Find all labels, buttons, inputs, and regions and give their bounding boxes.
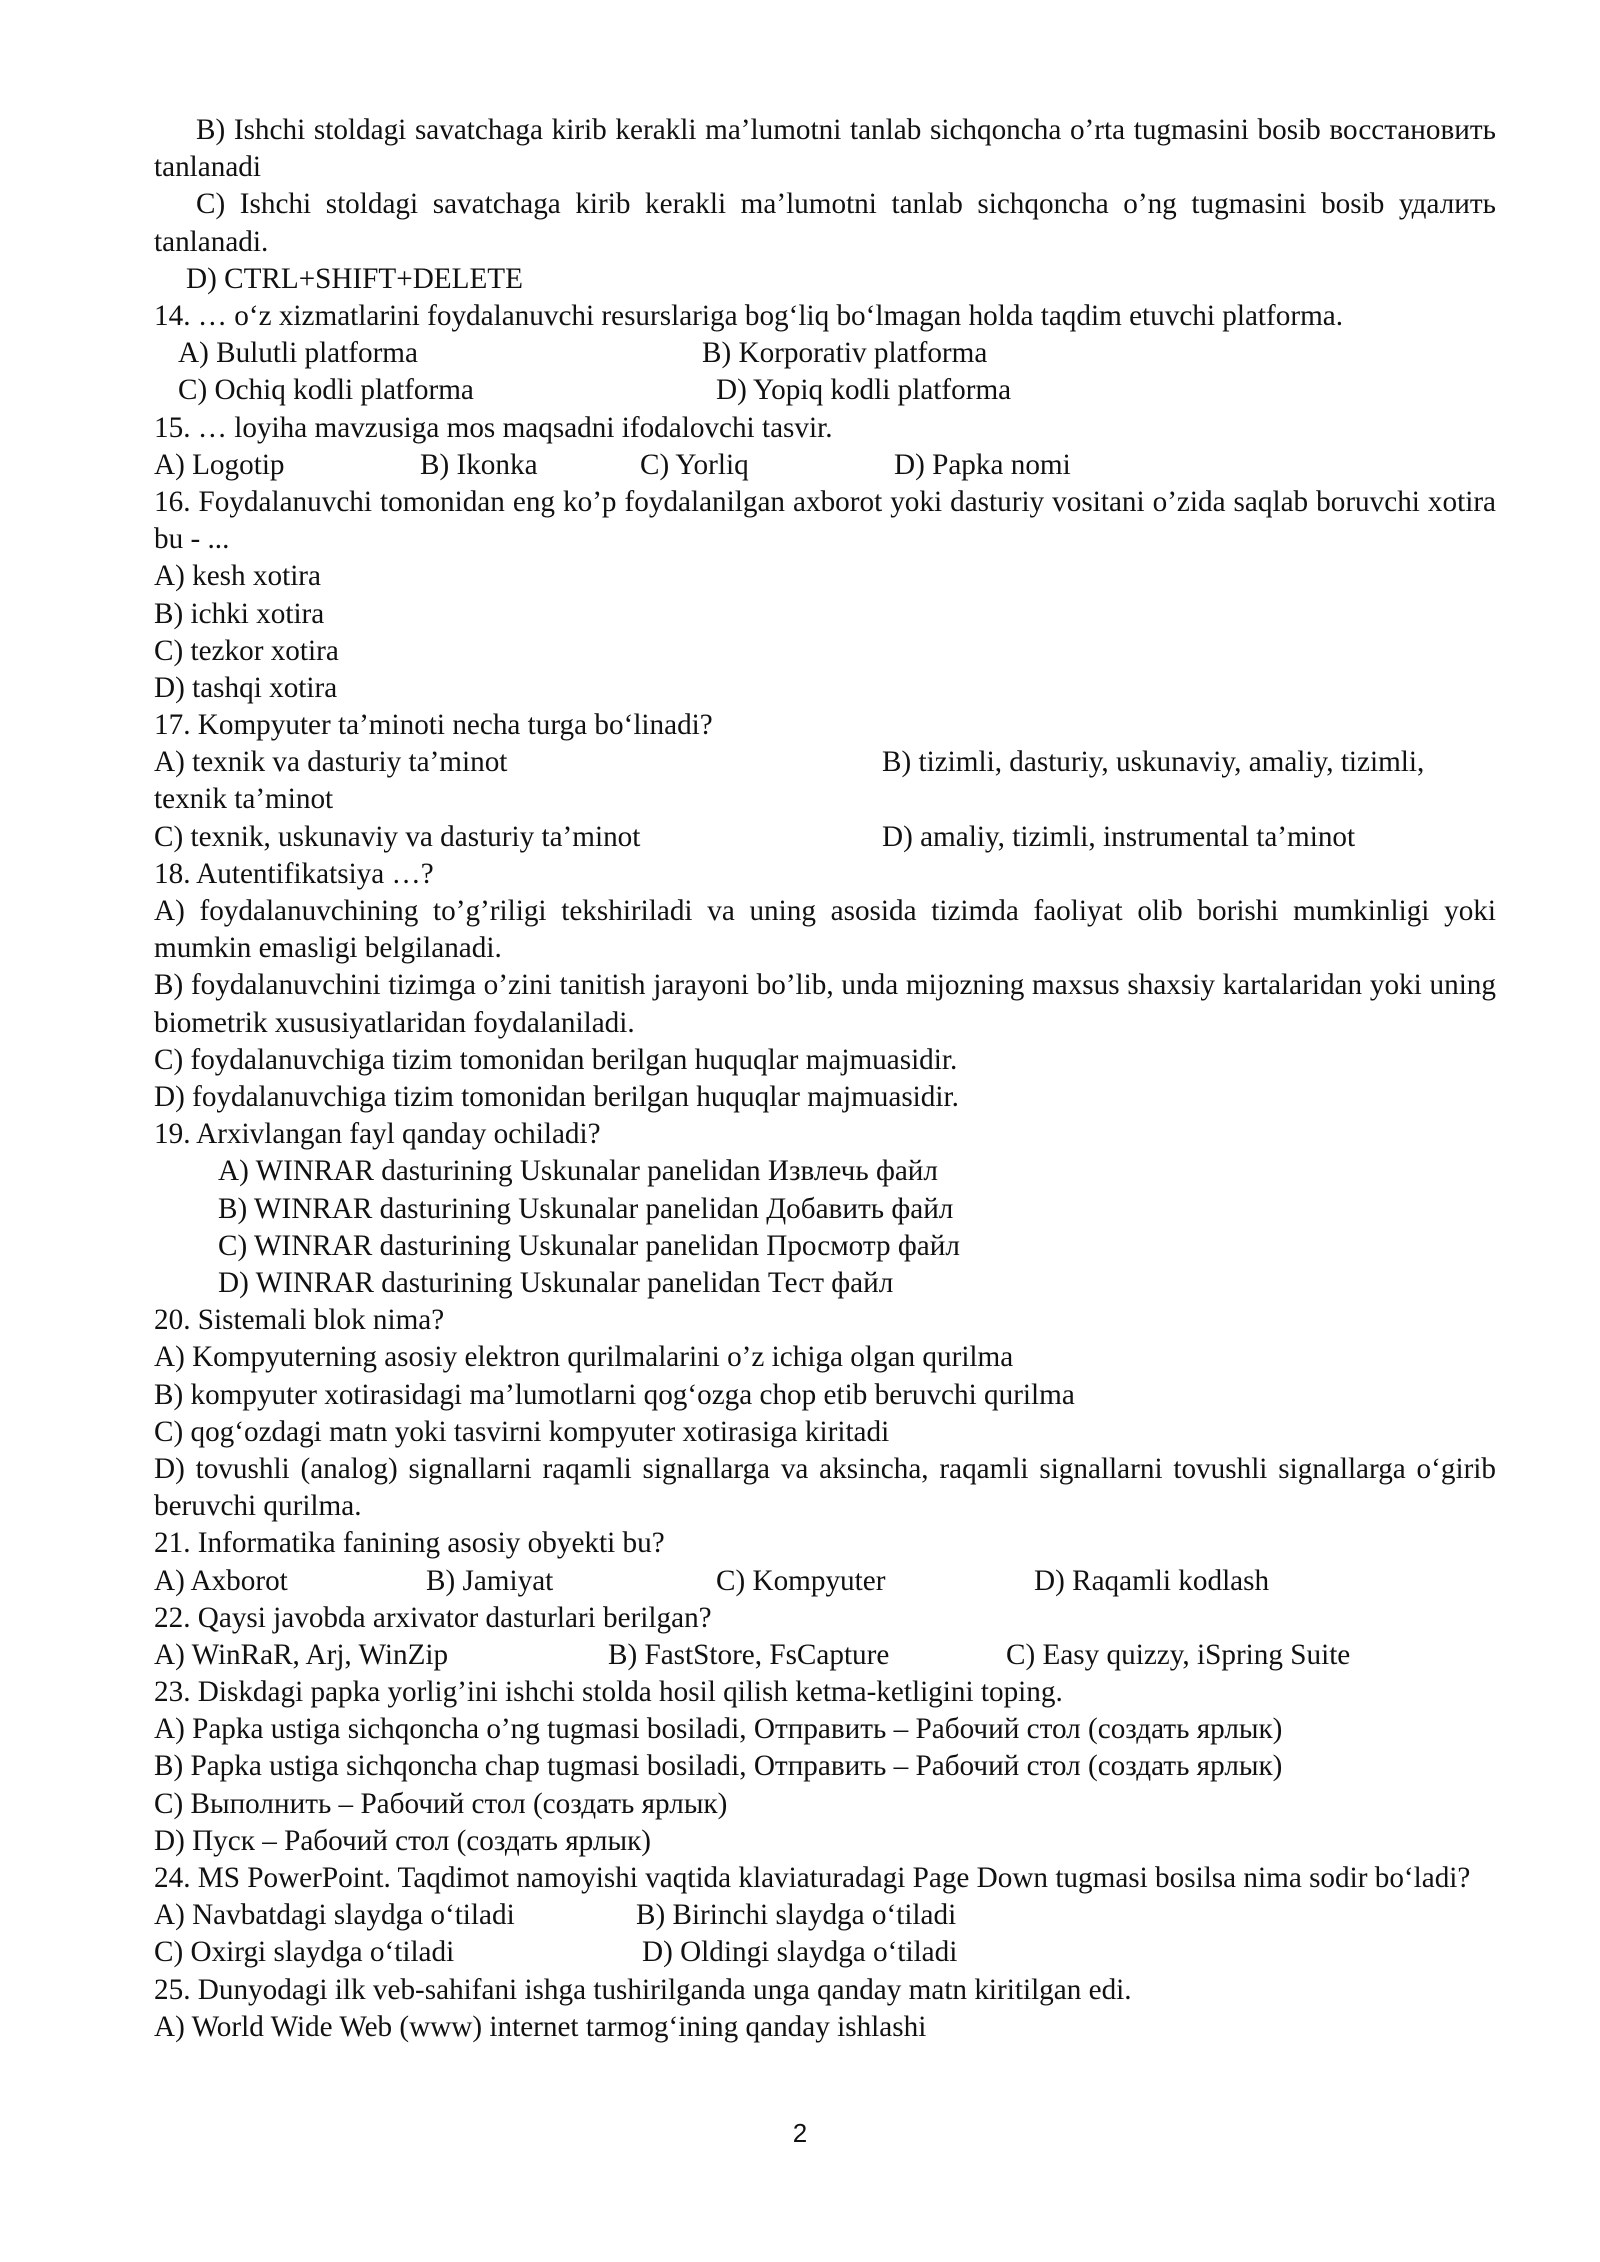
q25-question: 25. Dunyodagi ilk veb-sahifani ishga tushirilganda unga qanday matn kiritilgan edi. [154,1973,1132,2006]
q22-option-c: C) Easy quizzy, iSpring Suite [1006,1638,1351,1671]
q21-option-b: B) Jamiyat [426,1564,554,1597]
q19-option-d: D) WINRAR dasturining Uskunalar panelidan Тест файл [218,1266,894,1299]
q25-option-a: A) World Wide Web (www) internet tarmog‘ining qanday ishlashi [154,2010,927,2043]
q20-option-b: B) kompyuter xotirasidagi ma’lumotlarni qog‘ozga chop etib beruvchi qurilma [154,1378,1075,1411]
q19-option-c: C) WINRAR dasturining Uskunalar panelidan Просмотр файл [218,1229,960,1262]
q22-option-a: A) WinRaR, Arj, WinZip [154,1638,449,1671]
q16-question: 16. Foydalanuvchi tomonidan eng ko’p foydalanilgan axborot yoki dasturiy vositani o’zida saqlab boruvchi xotira bu - ... [154,485,1496,556]
q23-option-b: B) Papka ustiga sichqoncha chap tugmasi bosiladi, Отправить – Рабочий стол (создать ярлык) [154,1750,1283,1783]
q16-option-c: C) tezkor xotira [154,634,339,667]
q19-question: 19. Arxivlangan fayl qanday ochiladi? [154,1118,601,1151]
q21-option-a: A) Axborot [154,1564,288,1597]
q24-option-c: C) Oxirgi slaydga o‘tiladi [154,1936,455,1969]
q17-option-b: B) tizimli, dasturiy, uskunaviy, amaliy, tizimli, [882,746,1425,779]
q22-question: 22. Qaysi javobda arxivator dasturlari berilgan? [154,1601,712,1634]
q14-option-b: B) Korporativ platforma [702,337,988,370]
q23-question: 23. Diskdagi papka yorlig’ini ishchi stolda hosil qilish ketma-ketligini toping. [154,1676,1063,1709]
q15-options [154,447,1496,484]
page-number: 2 [792,2118,808,2148]
q22-option-b: B) FastStore, FsCapture [608,1638,890,1671]
q21-options [154,1563,1496,1600]
q23-option-c: C) Выполнить – Рабочий стол (создать ярлык) [154,1787,728,1820]
q17-options-row1 [154,744,1496,781]
q18-option-b: B) foydalanuvchini tizimga o’zini tanitish jarayoni bo’lib, unda mijozning maxsus shaxsiy kartalaridan yoki uning biometrik xususiyatlaridan foydalaniladi. [154,969,1496,1039]
q20-option-c: C) qog‘ozdagi matn yoki tasvirni kompyuter xotirasiga kiritadi [154,1415,890,1448]
q13-option-b: B) Ishchi stoldagi savatchaga kirib kerakli ma’lumotni tanlab sichqoncha o’rta tugmasini bosib восстановить tanlanadi [154,114,1496,184]
q17-question: 17. Kompyuter ta’minoti necha turga bo‘linadi? [154,709,713,742]
document-page [154,112,1496,2046]
q20-question: 20. Sistemali blok nima? [154,1304,445,1337]
q14-option-c: C) Ochiq kodli platforma [178,374,474,407]
q14-option-d: D) Yopiq kodli platforma [716,374,1012,407]
q15-option-d: D) Papka nomi [894,448,1071,481]
q15-question: 15. … loyiha mavzusiga mos maqsadni ifodalovchi tasvir. [154,411,833,444]
q17-option-b-continued: texnik ta’minot [154,783,334,816]
q13-option-c: C) Ishchi stoldagi savatchaga kirib kerakli ma’lumotni tanlab sichqoncha o’ng tugmasini bosib удалить tanlanadi. [154,188,1496,258]
q15-option-b: B) Ikonka [420,448,538,481]
q24-question: 24. MS PowerPoint. Taqdimot namoyishi vaqtida klaviaturadagi Page Down tugmasi bosilsa nima sodir bo‘ladi? [154,1862,1471,1894]
q17-options-row2 [154,819,1496,856]
q15-option-c: C) Yorliq [640,448,749,481]
q18-option-c: C) foydalanuvchiga tizim tomonidan berilgan huquqlar majmuasidir. [154,1043,958,1076]
q24-option-a: A) Navbatdagi slaydga o‘tiladi [154,1899,515,1932]
q16-option-b: B) ichki xotira [154,597,325,630]
q20-option-d: D) tovushli (analog) signallarni raqamli signallarga va aksincha, raqamli signallarni tovushli signallarga o‘girib beruvchi qurilma. [154,1452,1496,1523]
q19-option-a: A) WINRAR dasturining Uskunalar panelidan Извлечь файл [218,1155,938,1188]
q14-options-row2 [154,372,1496,409]
q19-option-b: B) WINRAR dasturining Uskunalar panelidan Добавить файл [218,1192,954,1225]
q15-option-a: A) Logotip [154,448,285,481]
q23-option-a: A) Papka ustiga sichqoncha o’ng tugmasi bosiladi, Отправить – Рабочий стол (создать ярлык) [154,1713,1283,1746]
q13-option-d: D) CTRL+SHIFT+DELETE [186,262,523,295]
q21-option-d: D) Raqamli kodlash [1034,1564,1270,1597]
q18-option-d: D) foydalanuvchiga tizim tomonidan berilgan huquqlar majmuasidir. [154,1081,959,1114]
q23-option-d: D) Пуск – Рабочий стол (создать ярлык) [154,1824,651,1857]
q24-option-d: D) Oldingi slaydga o‘tiladi [642,1936,958,1969]
q21-question: 21. Informatika fanining asosiy obyekti bu? [154,1527,665,1560]
q17-option-d: D) amaliy, tizimli, instrumental ta’minot [882,820,1356,853]
q17-option-c: C) texnik, uskunaviy va dasturiy ta’minot [154,820,641,853]
q14-question: 14. … o‘z xizmatlarini foydalanuvchi resurslariga bog‘liq bo‘lmagan holda taqdim etuvchi platforma. [154,300,1344,332]
q14-option-a: A) Bulutli platforma [178,337,418,370]
q16-option-a: A) kesh xotira [154,560,321,593]
q17-option-a: A) texnik va dasturiy ta’minot [154,746,508,779]
q24-options-row1 [154,1897,1496,1934]
q18-question: 18. Autentifikatsiya …? [154,857,434,890]
q18-option-a: A) foydalanuvchining to’g’riligi tekshiriladi va uning asosida tizimda faoliyat olib borishi mumkinligi yoki mumkin emasligi belgilanadi. [154,895,1496,965]
q24-options-row2 [154,1934,1496,1971]
q20-option-a: A) Kompyuterning asosiy elektron qurilmalarini o’z ichiga olgan qurilma [154,1341,1014,1374]
q14-options-row1 [154,335,1496,372]
q24-option-b: B) Birinchi slaydga o‘tiladi [636,1899,957,1932]
q22-options [154,1637,1496,1674]
q21-option-c: C) Kompyuter [716,1564,886,1597]
q16-option-d: D) tashqi xotira [154,671,338,704]
